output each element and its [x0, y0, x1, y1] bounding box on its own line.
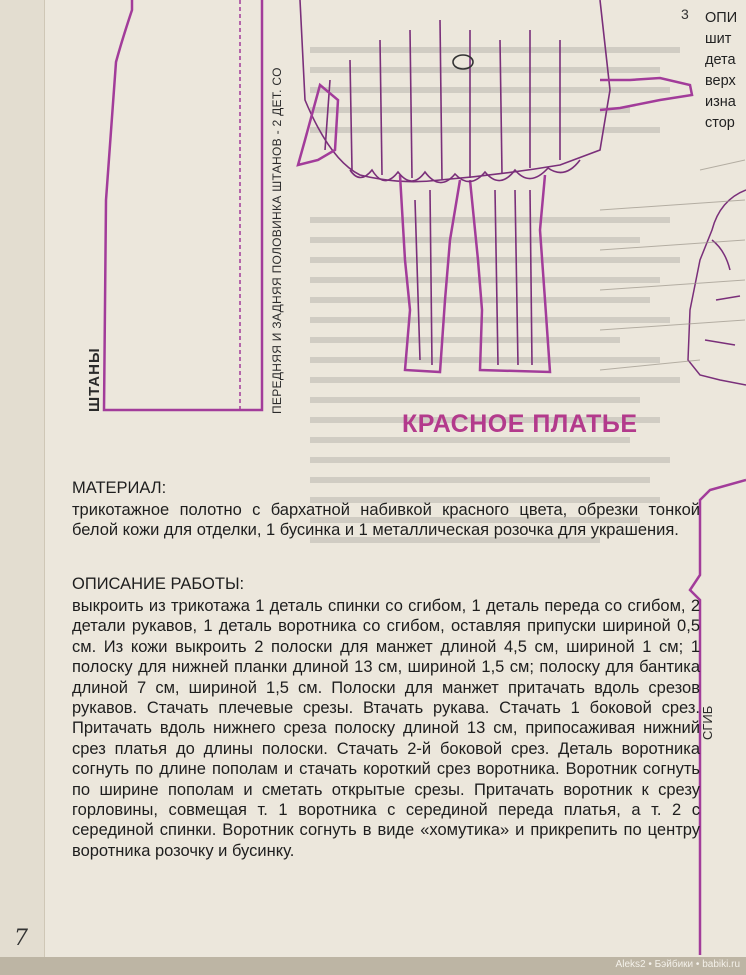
pants-pattern-outline	[104, 0, 262, 410]
background-pattern-lines	[600, 160, 745, 370]
cutoff-column-text	[705, 8, 746, 134]
pants-halves-label: ПЕРЕДНЯЯ И ЗАДНЯЯ ПОЛОВИНКА ШТАНОВ - 2 ДЕТ. СО	[270, 67, 284, 414]
pants-label: ШТАНЫ	[86, 347, 103, 412]
cutoff-line: дета	[705, 52, 736, 68]
page-number: 3	[681, 6, 689, 22]
fold-label: СГИБ	[700, 705, 715, 740]
material-text: трикотажное полотно с бархатной набивкой красного цвета, обрезки тонкой белой кожи для отделки, 1 бусинка и 1 металлическая розочка для украшения.	[72, 501, 700, 540]
cutoff-line: изна	[705, 94, 736, 110]
dress-illustration	[298, 0, 692, 372]
cutoff-line: стор	[705, 115, 735, 131]
work-heading: ОПИСАНИЕ РАБОТЫ:	[72, 575, 245, 593]
work-text: выкроить из трикотажа 1 деталь спинки со сгибом, 1 деталь переда со сгибом, 2 детали рукавов, 1 деталь воротника со сгибом, оставляя припуски шириной 0,5 см. Из кожи выкроить 2 полоски для манжет длиной 4,5 см, шириной 1 см; 1 полоску для нижней планки длиной 13 см, шириной 1,5 см; полоску для бантика длиной 7 см, шириной 1,5 см. Полоски для манжет притачать вдоль срезов рукавов. Стачать плечевые срезы. Втачать рукава. Стачать 1 боковой срез. Притачать вдоль нижнего среза полоску длиной 13 см, припосаживая нижний срез платья до длины полоски. Стачать 2-й боковой срез. Деталь воротника согнуть по длине пополам и стачать короткий срез воротника. Воротник согнуть по ширине пополам и сметать открытые срезы. Притачать воротник к срезу горловины, совмещая т. 1 воротника с серединой переда платья, а т. 2 с серединой спинки. Воротник согнуть в виде «хомутика» и прикрепить по центру воротника розочку и бусинку.	[72, 597, 700, 860]
right-figure-illustration	[688, 190, 746, 385]
corner-number: 7	[14, 926, 28, 951]
watermark: Aleks2 • Бэйбики • babiki.ru	[615, 959, 740, 970]
article-title: КРАСНОЕ ПЛАТЬЕ	[402, 410, 638, 438]
cutoff-line: верх	[705, 73, 736, 89]
cutoff-line: ОПИ	[705, 10, 738, 26]
material-heading: МАТЕРИАЛ:	[72, 479, 167, 497]
cutoff-line: шит	[705, 31, 732, 47]
